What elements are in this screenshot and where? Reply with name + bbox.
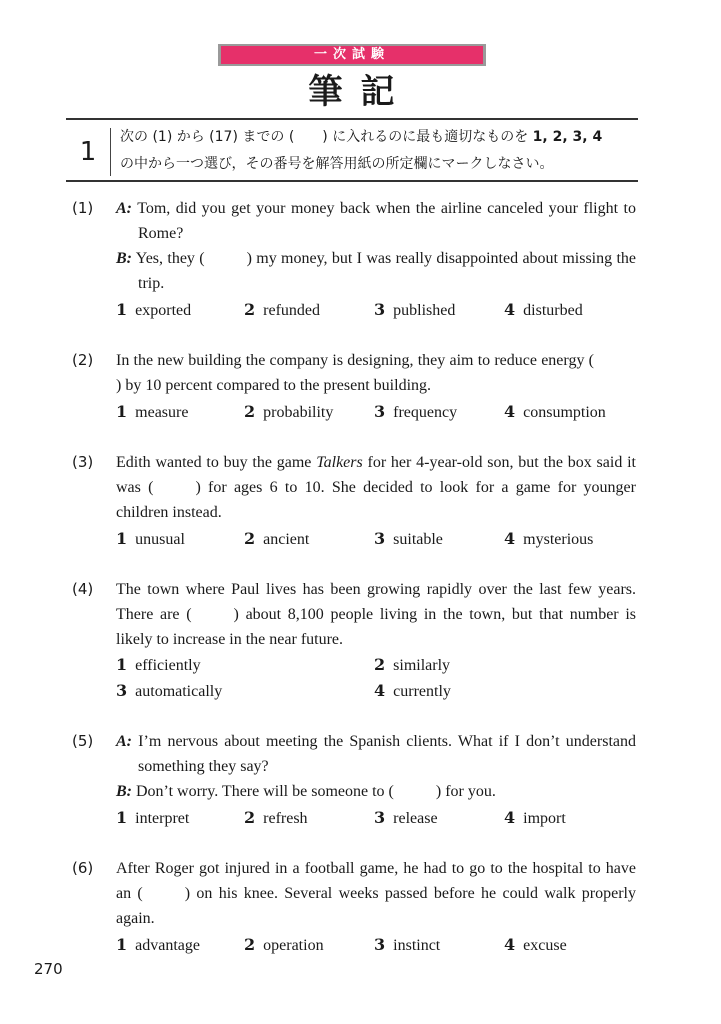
options-row <box>116 652 636 677</box>
option-number: 4 <box>504 402 516 421</box>
option-text: operation <box>263 937 324 954</box>
option-number: 4 <box>504 529 516 548</box>
question-number: (5) <box>72 732 94 750</box>
options-row <box>116 399 636 424</box>
option-2[interactable] <box>374 652 450 678</box>
question-text-post: ) on his knee. Several weeks passed before he could walk properly again. <box>116 885 636 927</box>
options-row <box>116 297 636 322</box>
option-text: consumption <box>523 404 606 421</box>
option-2[interactable] <box>244 526 309 552</box>
option-text: measure <box>135 404 189 421</box>
option-text: interpret <box>135 810 190 827</box>
option-text: suitable <box>393 531 443 548</box>
option-text: refunded <box>263 302 320 319</box>
option-1[interactable] <box>116 932 200 958</box>
option-text: refresh <box>263 810 308 827</box>
option-3[interactable] <box>374 526 443 552</box>
dialogue-a-text: Tom, did you get your money back when the airline canceled your flight to Rome? <box>137 200 636 242</box>
option-text: mysterious <box>523 531 594 548</box>
option-number: 2 <box>244 935 256 954</box>
option-text: import <box>523 810 566 827</box>
speaker-a-label: A: <box>116 200 132 217</box>
dialogue-line-a <box>116 196 636 246</box>
dialogue-line-b <box>116 779 636 804</box>
question-number: (3) <box>72 453 94 471</box>
option-text: automatically <box>135 683 223 700</box>
question-6-text <box>116 856 636 931</box>
speaker-b-label: B: <box>116 250 132 267</box>
section-label: 一次試験 <box>221 46 483 64</box>
option-text: currently <box>393 683 451 700</box>
option-text: ancient <box>263 531 310 548</box>
options-row <box>116 526 636 551</box>
options-row <box>116 932 636 957</box>
instruction-text-2: の中から一つ選び，その番号を解答用紙の所定欄にマークしなさい。 <box>120 156 554 172</box>
option-number: 3 <box>116 681 128 700</box>
question-number: (4) <box>72 580 94 598</box>
dialogue-b-pre: Yes, they ( <box>135 250 205 267</box>
option-text: advantage <box>135 937 200 954</box>
options-row <box>116 678 636 703</box>
instruction-bottom-rule <box>66 180 638 182</box>
option-2[interactable] <box>244 932 324 958</box>
dialogue-b-post: ) for you. <box>435 783 496 800</box>
question-text-pre: Edith wanted to buy the game <box>116 454 317 471</box>
option-1[interactable] <box>116 652 201 678</box>
game-title: Talkers <box>316 454 363 471</box>
option-number: 1 <box>116 402 128 421</box>
option-4[interactable] <box>504 399 606 425</box>
option-4[interactable] <box>374 678 451 704</box>
option-number: 3 <box>374 300 386 319</box>
option-1[interactable] <box>116 297 191 323</box>
dialogue-line-a <box>116 729 636 779</box>
question-3-text <box>116 450 636 525</box>
option-1[interactable] <box>116 399 188 425</box>
option-text: exported <box>135 302 192 319</box>
option-number: 4 <box>504 300 516 319</box>
option-text: unusual <box>135 531 185 548</box>
dialogue-b-post: ) my money, but I was really disappointed about missing the trip. <box>138 250 637 292</box>
option-3[interactable] <box>374 297 455 323</box>
question-2-text <box>116 348 636 398</box>
section-label-bar <box>218 44 486 66</box>
speaker-a-label: A: <box>116 733 132 750</box>
question-text-pre: The town where Paul lives has been growing rapidly over the last few years. There are ( <box>116 581 636 623</box>
page-title: 筆記 <box>308 72 413 112</box>
question-text-pre: After Roger got injured in a football game, he had to go to the hospital to have an ( <box>116 860 636 902</box>
page-number: 270 <box>34 960 63 978</box>
option-4[interactable] <box>504 932 567 958</box>
option-3[interactable] <box>116 678 222 704</box>
option-3[interactable] <box>374 399 457 425</box>
option-number: 3 <box>374 402 386 421</box>
question-text-pre: In the new building the company is designing, they aim to reduce energy ( <box>116 352 594 369</box>
option-number: 2 <box>244 402 256 421</box>
option-number: 2 <box>244 808 256 827</box>
option-1[interactable] <box>116 805 189 831</box>
question-text-post: ) by 10 percent compared to the present building. <box>116 377 432 394</box>
option-text: excuse <box>523 937 567 954</box>
question-5-text <box>116 729 636 804</box>
option-1[interactable] <box>116 526 185 552</box>
options-row <box>116 805 636 830</box>
option-number: 2 <box>244 300 256 319</box>
option-4[interactable] <box>504 805 566 831</box>
option-text: similarly <box>393 657 451 674</box>
option-3[interactable] <box>374 932 440 958</box>
question-text-post: ) for ages 6 to 10. She decided to look for a game for younger children instead. <box>116 479 636 521</box>
option-text: instinct <box>393 937 441 954</box>
instruction-text <box>120 124 640 178</box>
option-number: 4 <box>374 681 386 700</box>
dialogue-a-text: I’m nervous about meeting the Spanish clients. What if I don’t understand something they say? <box>138 733 636 775</box>
option-number: 3 <box>374 808 386 827</box>
option-4[interactable] <box>504 297 583 323</box>
option-number: 4 <box>504 935 516 954</box>
option-number: 1 <box>116 300 128 319</box>
option-2[interactable] <box>244 805 308 831</box>
option-number: 1 <box>116 935 128 954</box>
option-text: published <box>393 302 456 319</box>
option-number: 2 <box>244 529 256 548</box>
option-number: 1 <box>116 655 128 674</box>
option-number: 1 <box>116 529 128 548</box>
option-number: 1 <box>116 808 128 827</box>
question-1-text <box>116 196 636 296</box>
option-text: frequency <box>393 404 458 421</box>
option-text: release <box>393 810 438 827</box>
instruction-top-rule <box>66 118 638 120</box>
question-text-post: ) about 8,100 people living in the town, but that number is likely to increase in the near future. <box>116 606 636 648</box>
instruction-number: 1 <box>66 128 111 176</box>
option-number: 2 <box>374 655 386 674</box>
dialogue-line-b <box>116 246 636 296</box>
option-number: 3 <box>374 935 386 954</box>
dialogue-b-pre: Don’t worry. There will be someone to ( <box>136 783 394 800</box>
question-number: (2) <box>72 351 94 369</box>
option-text: probability <box>263 404 334 421</box>
question-text-pre-b: for her 4-year-old son, but the box said it was ( <box>116 454 637 496</box>
option-4[interactable] <box>504 526 593 552</box>
instruction-choices: 1, 2, 3, 4 <box>532 129 603 145</box>
question-4-text <box>116 577 636 652</box>
option-2[interactable] <box>244 399 333 425</box>
instruction-text-1: 次の (1) から (17) までの ( ) に入れるのに最も適切なものを <box>120 129 533 145</box>
option-2[interactable] <box>244 297 320 323</box>
option-number: 4 <box>504 808 516 827</box>
question-number: (6) <box>72 859 94 877</box>
speaker-b-label: B: <box>116 783 132 800</box>
option-text: disturbed <box>523 302 583 319</box>
option-3[interactable] <box>374 805 438 831</box>
option-text: efficiently <box>135 657 201 674</box>
question-number: (1) <box>72 199 94 217</box>
option-number: 3 <box>374 529 386 548</box>
